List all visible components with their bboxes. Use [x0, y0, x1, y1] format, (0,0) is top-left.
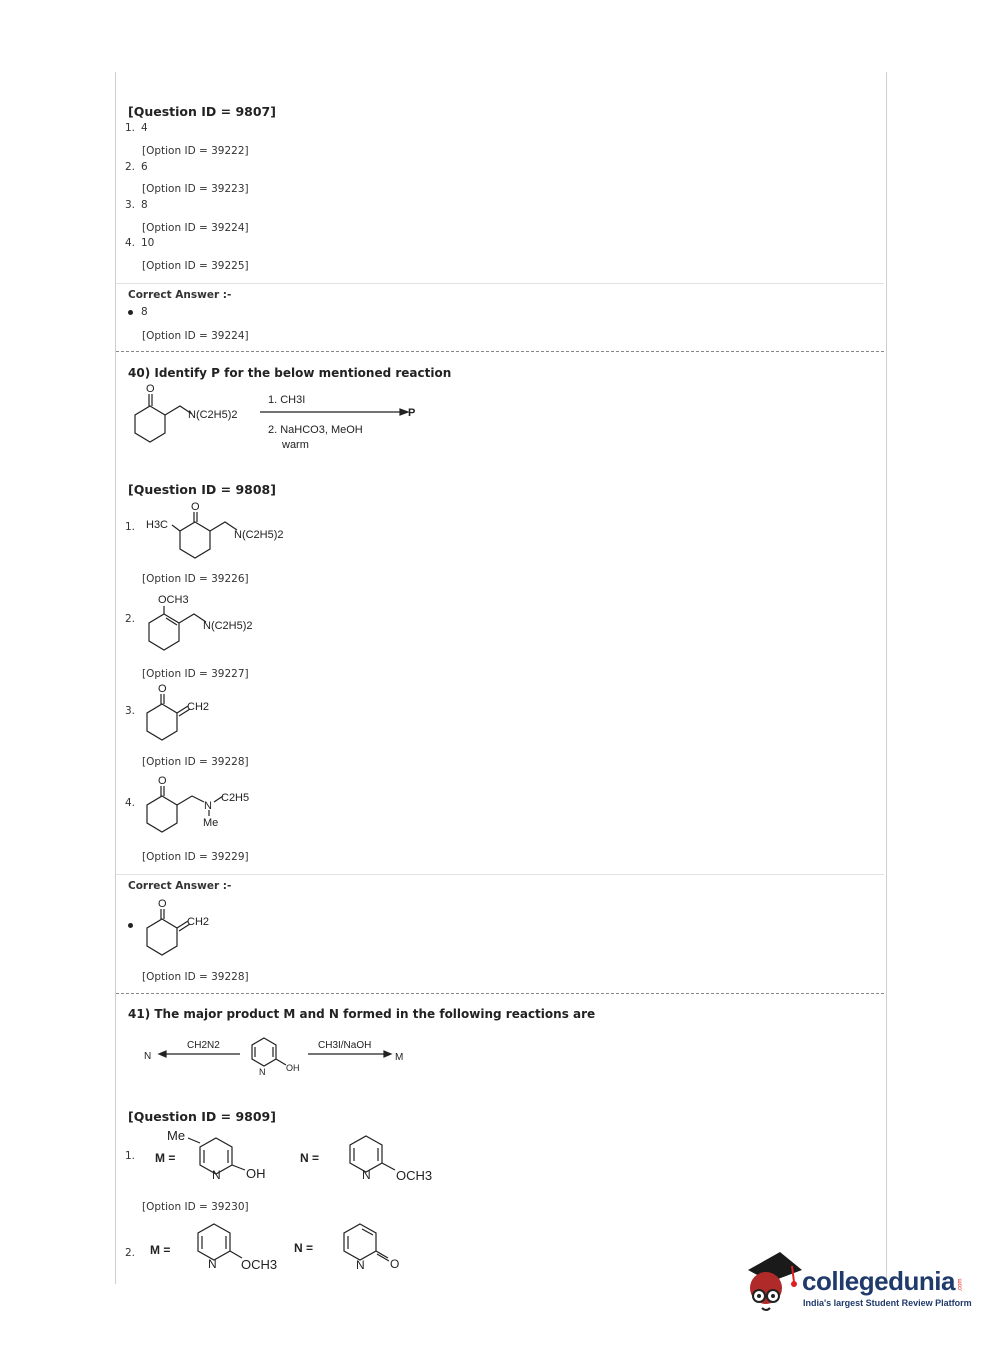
m-nitrogen: N — [208, 1257, 217, 1271]
reaction-scheme — [130, 380, 430, 460]
option-number: 3. — [125, 199, 136, 211]
option-label: N(C2H5)2 — [203, 620, 253, 632]
option-label: OCH3 — [158, 594, 189, 606]
correct-answer-label: Correct Answer :- — [128, 880, 232, 892]
question-separator — [116, 351, 884, 352]
option-id: [Option ID = 39222] — [142, 145, 249, 157]
bullet — [128, 310, 133, 315]
option-label: CH2 — [187, 701, 210, 713]
option-value: 6 — [141, 161, 148, 173]
option-id: [Option ID = 39228] — [142, 756, 249, 768]
option-label: N — [204, 800, 212, 812]
n-label: N = — [300, 1151, 320, 1165]
collegedunia-logo[interactable] — [740, 1246, 990, 1318]
option-id: [Option ID = 39225] — [142, 260, 249, 272]
n-oxygen: O — [390, 1257, 400, 1271]
correct-answer-label: Correct Answer :- — [128, 289, 232, 301]
right-product: M — [395, 1052, 404, 1063]
option-number: 3. — [125, 705, 136, 717]
reagent-step2b: warm — [282, 439, 309, 451]
option-number: 2. — [125, 161, 136, 173]
option-label: CH2 — [187, 916, 210, 928]
bullet — [128, 923, 133, 928]
m-methyl: Me — [167, 1128, 186, 1143]
option-value: 4 — [141, 122, 148, 134]
reagent-step1: 1. CH3I — [268, 394, 306, 406]
cyclohexanone-ring — [135, 406, 165, 442]
option-label: N(C2H5)2 — [234, 529, 284, 541]
divider — [116, 874, 884, 875]
option-structure — [146, 590, 266, 654]
option-label: C2H5 — [221, 792, 250, 804]
question-text: 41) The major product M and N formed in the following reactions are — [128, 1007, 596, 1021]
ring-nitrogen: N — [259, 1067, 266, 1077]
m-label: M = — [155, 1151, 176, 1165]
option-structure — [144, 680, 234, 744]
n-methoxy: OCH3 — [396, 1168, 433, 1183]
option-id: [Option ID = 39229] — [142, 851, 249, 863]
option-id: [Option ID = 39224] — [142, 222, 249, 234]
question-separator — [116, 993, 884, 994]
option-number: 2. — [125, 1247, 136, 1259]
logo-tagline: India's largest Student Review Platform — [803, 1298, 972, 1308]
logo-suffix: .com — [957, 1278, 964, 1292]
n-nitrogen: N — [362, 1168, 371, 1182]
m-nitrogen: N — [212, 1168, 221, 1182]
n-nitrogen: N — [356, 1258, 365, 1272]
m-methoxy: OCH3 — [241, 1257, 278, 1272]
svg-text:O: O — [191, 501, 200, 513]
option-id: [Option ID = 39226] — [142, 573, 249, 585]
svg-text:O: O — [146, 383, 155, 395]
mascot-icon — [740, 1248, 802, 1314]
question-id: [Question ID = 9808] — [128, 482, 276, 497]
option-number: 4. — [125, 797, 136, 809]
question-id: [Question ID = 9809] — [128, 1109, 276, 1124]
n-label: N = — [294, 1241, 314, 1255]
divider — [116, 283, 884, 284]
reaction-scheme — [140, 1030, 420, 1080]
option-structure — [150, 1124, 450, 1184]
option-label: Me — [203, 817, 219, 829]
option-number: 1. — [125, 1150, 136, 1162]
svg-text:O: O — [158, 775, 167, 787]
product-label: P — [408, 407, 416, 419]
option-value: 8 — [141, 199, 148, 211]
option-number: 4. — [125, 237, 136, 249]
ring-hydroxyl: OH — [286, 1063, 300, 1073]
logo-wordmark: collegedunia — [802, 1266, 955, 1296]
option-structure — [148, 1218, 448, 1284]
correct-option-id: [Option ID = 39228] — [142, 971, 249, 983]
correct-answer-structure — [144, 895, 234, 959]
svg-text:O: O — [158, 898, 167, 910]
right-reagent: CH3I/NaOH — [318, 1040, 372, 1051]
option-id: [Option ID = 39230] — [142, 1201, 249, 1213]
reagent-step2: 2. NaHCO3, MeOH — [268, 424, 363, 436]
correct-option-id: [Option ID = 39224] — [142, 330, 249, 342]
reactant-group: N(C2H5)2 — [188, 409, 238, 421]
m-hydroxyl: OH — [246, 1166, 266, 1181]
left-product: N — [144, 1051, 152, 1062]
option-label: H3C — [146, 519, 169, 531]
left-reagent: CH2N2 — [187, 1040, 220, 1051]
option-number: 2. — [125, 613, 136, 625]
option-id: [Option ID = 39227] — [142, 668, 249, 680]
option-structure — [146, 498, 316, 562]
svg-text:O: O — [158, 683, 167, 695]
question-id: [Question ID = 9807] — [128, 104, 276, 119]
option-structure — [144, 772, 264, 836]
question-text: 40) Identify P for the below mentioned reaction — [128, 366, 452, 380]
m-label: M = — [150, 1243, 171, 1257]
correct-answer-value: 8 — [141, 306, 148, 318]
option-value: 10 — [141, 237, 155, 249]
option-number: 1. — [125, 122, 136, 134]
option-number: 1. — [125, 521, 136, 533]
option-id: [Option ID = 39223] — [142, 183, 249, 195]
